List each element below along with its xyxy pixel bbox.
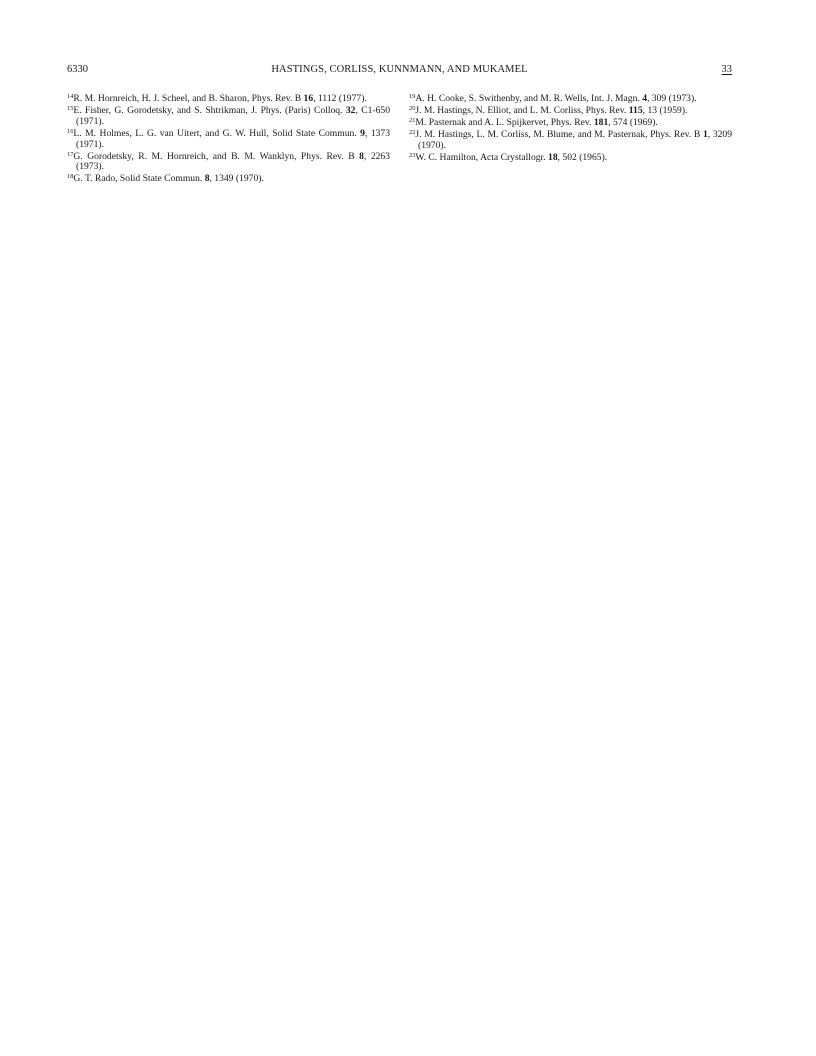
reference-19 (409, 94, 732, 105)
reference-text: R. M. Hornreich, H. J. Scheel, and B. Sharon, Phys. Rev. B (73, 93, 304, 104)
reference-text: J. M. Hastings, L. M. Corliss, M. Blume, and M. Pasternak, Phys. Rev. B (415, 128, 703, 140)
references-right-column (409, 94, 732, 186)
reference-volume: 8 (359, 150, 364, 162)
reference-text: , 13 (1959). (642, 104, 688, 116)
reference-volume: 181 (593, 116, 609, 128)
reference-text: , 3209 (1970). (418, 128, 733, 151)
reference-text: , C1-650 (1971). (76, 104, 390, 127)
reference-text: , 1349 (1970). (209, 173, 264, 185)
reference-number: 18 (67, 173, 74, 181)
reference-number: 21 (409, 116, 416, 124)
reference-volume: 8 (204, 173, 210, 185)
reference-text: , 1112 (1977). (313, 93, 367, 104)
reference-21 (409, 118, 732, 129)
reference-text: G. Gorodetsky, R. M. Hornreich, and B. M. Wanklyn, Phys. Rev. B (73, 150, 360, 162)
reference-text: A. H. Cooke, S. Swithenby, and M. R. Wells, Int. J. Magn. (415, 93, 643, 104)
running-head: HASTINGS, CORLISS, KUNNMANN, AND MUKAMEL (271, 64, 528, 75)
reference-volume: 4 (642, 93, 647, 104)
reference-number: 15 (67, 104, 74, 112)
reference-number: 16 (67, 127, 74, 135)
reference-20 (409, 106, 732, 117)
page-number: 6330 (67, 64, 88, 75)
reference-14 (67, 94, 390, 105)
reference-volume: 1 (702, 128, 708, 140)
references-section (67, 94, 732, 186)
reference-volume: 16 (303, 93, 314, 104)
reference-text: , 1373 (1971). (76, 127, 391, 150)
reference-18 (67, 174, 390, 185)
reference-17 (67, 152, 390, 174)
reference-15 (67, 106, 390, 128)
reference-text: J. M. Hastings, N. Elliot, and L. M. Corliss, Phys. Rev. (415, 104, 629, 116)
reference-text: , 309 (1973). (647, 93, 697, 104)
reference-volume: 115 (628, 104, 643, 116)
reference-number: 14 (67, 93, 74, 100)
reference-23 (409, 153, 732, 164)
reference-text: , 2263 (1973). (76, 150, 391, 173)
reference-text: , 502 (1965). (557, 151, 608, 163)
reference-number: 22 (409, 128, 416, 136)
reference-text: E. Fisher, G. Gorodetsky, and S. Shtrikman, J. Phys. (Paris) Colloq. (73, 104, 346, 116)
reference-number: 20 (409, 104, 416, 112)
volume-number: 33 (721, 64, 732, 75)
reference-volume: 9 (360, 127, 365, 139)
reference-text: L. M. Holmes, L. G. van Uitert, and G. W. Hull, Solid State Commun. (73, 127, 361, 139)
page-header (67, 63, 732, 77)
reference-text: M. Pasternak and A. L. Spijkervet, Phys. Rev. (415, 116, 594, 128)
reference-text: G. T. Rado, Solid State Commun. (73, 173, 205, 185)
reference-22 (409, 130, 732, 152)
reference-text: W. C. Hamilton, Acta Crystallogr. (415, 151, 549, 163)
reference-volume: 18 (548, 151, 558, 163)
reference-volume: 32 (345, 104, 356, 116)
reference-text: , 574 (1969). (608, 116, 658, 128)
reference-number: 19 (409, 93, 416, 100)
references-left-column (67, 94, 390, 186)
reference-16 (67, 129, 390, 151)
reference-number: 17 (67, 150, 74, 158)
reference-number: 23 (409, 151, 416, 159)
